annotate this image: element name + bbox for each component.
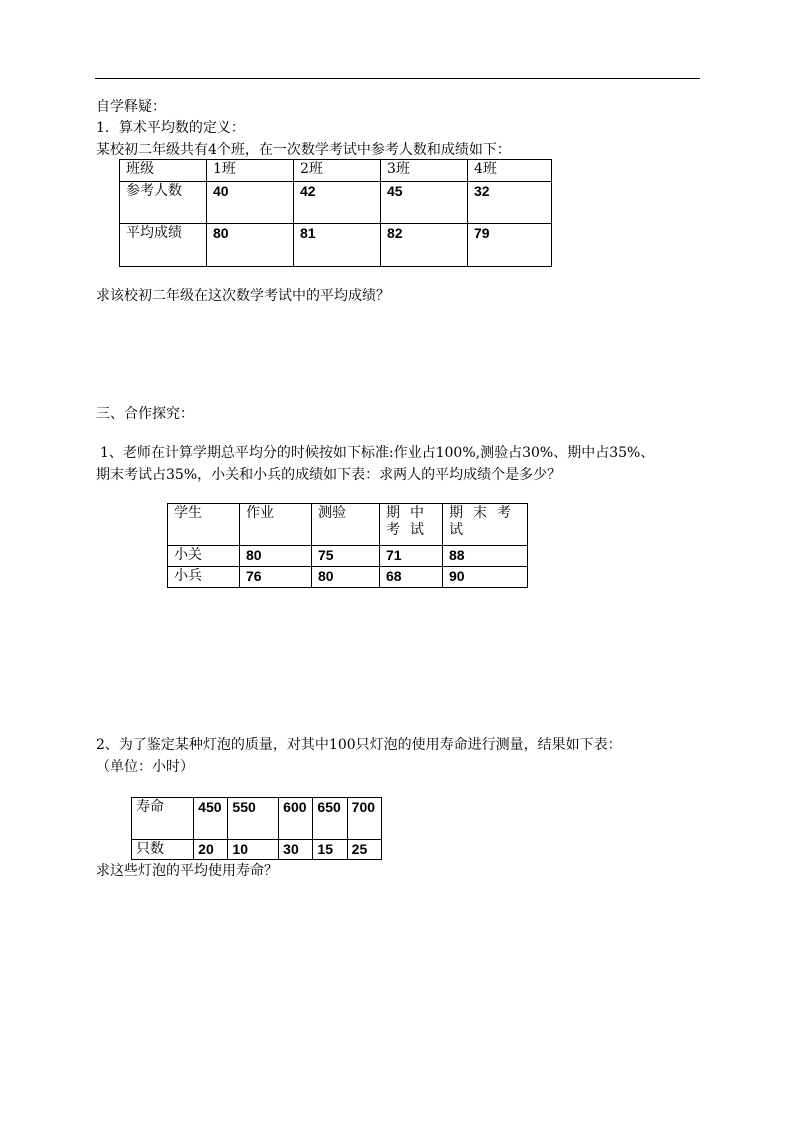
table-cell: 600	[279, 798, 313, 840]
class-score-table	[119, 159, 552, 267]
table-cell: 80	[312, 567, 380, 588]
table-cell: 3班	[381, 160, 468, 182]
table-cell: 寿命	[132, 798, 194, 840]
table-cell: 79	[468, 224, 552, 267]
table-cell: 700	[347, 798, 381, 840]
table-row	[120, 224, 552, 267]
table-cell: 80	[240, 546, 312, 567]
table-cell: 32	[468, 182, 552, 224]
table-cell: 期中考试	[380, 504, 443, 546]
self-study-heading: 自学释疑：	[96, 99, 166, 115]
table-row	[120, 182, 552, 224]
table-row	[120, 160, 552, 182]
q2-line1: 2、为了鉴定某种灯泡的质量，对其中100只灯泡的使用寿命进行测量，结果如下表：	[96, 737, 622, 753]
section3-problem1-line2: 期末考试占35%，小关和小兵的成绩如下表：求两人的平均成绩个是多少？	[96, 467, 562, 483]
q1-intro: 某校初二年级共有4个班，在一次数学考试中参考人数和成绩如下：	[96, 142, 511, 158]
table-cell: 42	[294, 182, 381, 224]
table-row	[168, 546, 528, 567]
table-cell: 75	[312, 546, 380, 567]
table-row	[168, 504, 528, 546]
table-row	[132, 798, 382, 840]
table-cell: 450	[194, 798, 228, 840]
table-cell: 测验	[312, 504, 380, 546]
table-cell: 80	[207, 224, 294, 267]
table-cell: 4班	[468, 160, 552, 182]
table-cell: 81	[294, 224, 381, 267]
q2-question: 求这些灯泡的平均使用寿命？	[96, 863, 278, 879]
table-cell: 550	[228, 798, 279, 840]
table-cell: 30	[279, 840, 313, 860]
table-cell: 76	[240, 567, 312, 588]
table-row	[132, 840, 382, 860]
table-cell: 参考人数	[120, 182, 207, 224]
bulb-life-table	[131, 797, 382, 860]
table-cell: 小兵	[168, 567, 240, 588]
table-cell: 88	[443, 546, 528, 567]
table-cell: 15	[313, 840, 347, 860]
table-cell: 小关	[168, 546, 240, 567]
q2-line2: （单位：小时）	[96, 759, 194, 775]
table-cell: 71	[380, 546, 443, 567]
student-score-table	[167, 503, 528, 588]
table-cell: 10	[228, 840, 279, 860]
section3-title: 三、合作探究：	[96, 406, 194, 422]
table-cell: 82	[381, 224, 468, 267]
table-cell: 班级	[120, 160, 207, 182]
table-cell: 平均成绩	[120, 224, 207, 267]
table-cell: 1班	[207, 160, 294, 182]
table-cell: 作业	[240, 504, 312, 546]
table-cell: 学生	[168, 504, 240, 546]
table-cell: 90	[443, 567, 528, 588]
table-cell: 2班	[294, 160, 381, 182]
table-cell: 只数	[132, 840, 194, 860]
table-cell: 40	[207, 182, 294, 224]
table-cell: 期末考试	[443, 504, 528, 546]
top-rule	[95, 78, 700, 79]
table-row	[168, 567, 528, 588]
table-cell: 650	[313, 798, 347, 840]
table-cell: 25	[347, 840, 381, 860]
table-cell: 45	[381, 182, 468, 224]
q1-title: 1．算术平均数的定义：	[96, 120, 245, 136]
table-cell: 68	[380, 567, 443, 588]
table-cell: 20	[194, 840, 228, 860]
q1-question: 求该校初二年级在这次数学考试中的平均成绩？	[96, 288, 390, 304]
section3-problem1-line1: 1、老师在计算学期总平均分的时候按如下标准:作业占100%,测验占30%、期中占35%、	[100, 445, 655, 461]
